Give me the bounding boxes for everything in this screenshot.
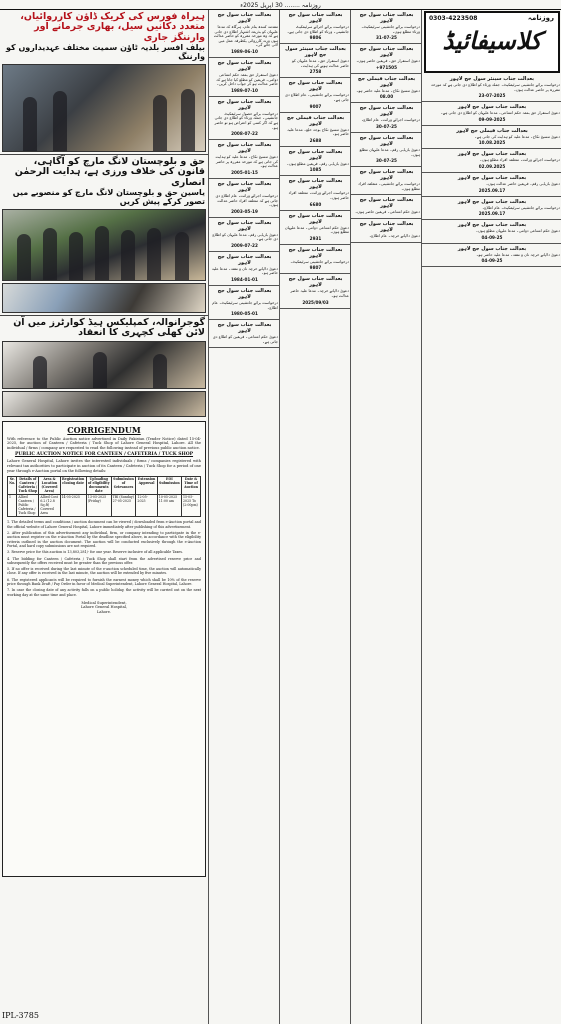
notice-date: 31-07-25 bbox=[376, 35, 397, 41]
notice-body: دعویٰ استقرار حق بمعہ حکم امتناعی دوامی۔ فریقین کو مطلع کیا جاتا ہے کہ حاضر عدالت ہو کر جواب داخل کریں۔ bbox=[216, 71, 278, 87]
notice-body: دعویٰ دلاپانے خرچہ۔ عام اطلاع۔ bbox=[369, 232, 420, 238]
auction-condition: 3. Reserve price for this auction is 13,803,281/- for one year. Reserve inclusive of all applicable Taxes. bbox=[7, 550, 184, 555]
notice-heading: بعدالت جناب سول جج لاہور bbox=[217, 59, 272, 72]
court-notice bbox=[280, 44, 351, 78]
notice-date: 08.00 bbox=[379, 94, 394, 100]
table-header-cell: Uploading of eligibility documents date bbox=[86, 477, 111, 495]
table-header-cell: Registration closing date bbox=[60, 477, 86, 495]
table-cell: Allied Cost 6.2 (12.8 Sq.ft) Covered Area bbox=[39, 495, 60, 517]
notice-body: دعویٰ بازیابی رقم۔ مدعا علیہان مطلع ہوں۔ bbox=[359, 146, 420, 157]
notice-heading: بعدالت جناب سول جج لاہور bbox=[288, 80, 343, 93]
notice-heading: بعدالت جناب سول جج لاہور bbox=[359, 134, 414, 147]
auction-condition: 6. The registered applicants will be required to furnish the earnest money which shall be 10% of the reserve price through Bank Draft / Pay Order in favor of Medical Superintendent, Lahore General Hospital, Lahore. bbox=[7, 577, 201, 586]
notice-body: دعویٰ استقرار حق۔ فریقین حاضر ہوں۔ bbox=[356, 58, 420, 64]
notice-date: 23-07-2025 bbox=[478, 93, 506, 99]
notice-body: دعویٰ دلاپانے خرچہ۔ مدعا علیہ حاضر عدالت ہو۔ bbox=[290, 288, 349, 298]
court-notice bbox=[422, 244, 561, 268]
notice-heading: بعدالت جناب فیملی جج لاہور bbox=[456, 127, 528, 134]
court-notice bbox=[280, 274, 351, 308]
court-notice bbox=[351, 167, 422, 195]
auction-condition: 7. In case the closing date of any activity falls on a public holiday, the activity will be carried out on the next working day at the same time and place. bbox=[7, 588, 201, 597]
court-notice bbox=[351, 219, 422, 243]
notice-body: دعویٰ استقرار حق بمعہ حکم امتناعی۔ مدعا علیہان کو اطلاع دی جاتی ہے۔ bbox=[440, 110, 560, 116]
notice-heading: بعدالت جناب سول جج لاہور bbox=[217, 253, 272, 266]
notice-date: 9807 bbox=[309, 265, 322, 271]
notice-body: درخواست برائے اجرائے سرٹیفکیٹ جانشینی۔ ورثاء کو اطلاع دی جاتی ہے۔ bbox=[287, 24, 349, 34]
table-cell: 1 bbox=[8, 495, 17, 517]
notice-body: دعویٰ حکم امتناعی۔ فریقین کو اطلاع دی جاتی ہے۔ bbox=[212, 334, 278, 344]
court-notice bbox=[280, 113, 351, 147]
court-notice bbox=[209, 320, 280, 348]
classified-column-1 bbox=[208, 10, 280, 1024]
classified-brand: روزنامہ bbox=[527, 14, 554, 22]
notice-date: 1085 bbox=[309, 167, 322, 173]
notice-date: 2025/09/03 bbox=[302, 299, 329, 305]
notice-body: دعویٰ تنسیخ نکاح۔ مدعا علیہ کو ہدایت کی جاتی ہے کہ مورخہ مقررہ پر حاضر عدالت ہو۔ bbox=[215, 154, 278, 169]
court-notice bbox=[209, 252, 280, 286]
notice-date: 02.09.2025 bbox=[478, 163, 506, 169]
notice-date: 6680 bbox=[309, 201, 322, 207]
notice-date: 2758 bbox=[309, 69, 322, 75]
notice-date: 1989-07-10 bbox=[231, 87, 258, 93]
notice-heading: بعدالت جناب سول جج لاہور bbox=[288, 246, 343, 259]
news-photo-rally bbox=[2, 209, 206, 281]
classified-title: کلاسیفائیڈ bbox=[442, 27, 542, 55]
subheadline-long-march: یاسین حق و بلوچستان لانگ مارچ کو منصوبے میں تصور کرکے پیش کریں bbox=[12, 188, 205, 207]
notice-body: دعویٰ حکم امتناعی دوامی۔ مدعا علیہان مطلع ہوں۔ bbox=[475, 228, 560, 234]
court-notice bbox=[209, 58, 280, 97]
corrigendum-intro: With reference to the Public Auction notice advertised in Daily Pakistan (Tender Notice) dated 15-04-2025, for auction of Canteen / Cafeteria / Tuck Shop of Lahore General Hospital, Lahore. All the individual / firms / company are requested to read the following instead of previous public auction notice. bbox=[7, 436, 201, 450]
news-photo-meeting bbox=[2, 341, 206, 389]
notice-heading: بعدالت جناب سول جج لاہور bbox=[288, 148, 343, 161]
classified-notices bbox=[422, 74, 561, 267]
table-cell: 10-05-2025 11:00 am bbox=[157, 495, 181, 517]
notice-date: 09-09-2025 bbox=[478, 116, 506, 122]
notice-date: 1984-01-01 bbox=[231, 277, 258, 283]
table-cell: 13-05-2025 (Friday) bbox=[86, 495, 111, 517]
notice-heading: بعدالت جناب سول جج لاہور bbox=[359, 220, 414, 233]
notice-body: دعویٰ دلاپانے خرچہ نان و نفقہ۔ مدعا علیہ حاضر ہو۔ bbox=[476, 251, 560, 257]
notice-body: درخواست اجرائے وراثت۔ عام اطلاع۔ bbox=[361, 117, 420, 123]
news-photo-officials bbox=[2, 391, 206, 417]
court-notice bbox=[422, 126, 561, 150]
notice-heading: بعدالت جناب سول جج لاہور bbox=[359, 12, 414, 24]
ipl-code: IPL-3785 bbox=[2, 1011, 39, 1020]
auction-table bbox=[7, 476, 201, 517]
signature-line: Lahore. bbox=[97, 609, 111, 614]
notice-date: 2688 bbox=[309, 137, 322, 143]
auction-condition: 2. After publication of this advertisement any individual, firm, or company intending to participate in the e-auction must register on the e-Auction Portal by the deadline specified above, in accordance with the eligibility criteria outlined in the auction document. The auction will be conducted exclusively through the e-Auction Portal, and hard copy submissions are not required. bbox=[7, 531, 201, 548]
table-header-cell: Details of Canteen / Cafeteria / Tuck Shop bbox=[17, 477, 39, 495]
auction-table-header bbox=[8, 477, 201, 495]
court-notice bbox=[422, 197, 561, 221]
notice-date: 2005-01-15 bbox=[231, 169, 258, 175]
news-column bbox=[0, 10, 208, 1024]
auction-condition: 1. The detailed terms and conditions / auction document can be viewed / downloaded from e-Auction portal and the official website of Lahore General Hospital, Lahore immediately after publishing of this advertisement. bbox=[7, 520, 201, 529]
court-notice bbox=[422, 173, 561, 197]
notice-heading: بعدالت جناب سول جج لاہور bbox=[457, 151, 527, 158]
corrigendum-notice bbox=[2, 421, 206, 877]
notice-heading: بعدالت جناب سینئر سول جج لاہور bbox=[449, 76, 535, 82]
notice-heading: بعدالت جناب سول جج لاہور bbox=[457, 222, 527, 229]
notice-date: 2931 bbox=[309, 235, 322, 241]
court-notice bbox=[422, 220, 561, 244]
table-header-cell: EOI Submission bbox=[157, 477, 181, 495]
headline-crackdown: ہیراہ فورس کی کریک ڈاؤن کارروائیاں، متعدد دکانیں سیل، بھاری جرمانے اور وارننگز جاری bbox=[20, 11, 205, 43]
table-cell: 14-05-2025 bbox=[60, 495, 86, 517]
court-notice bbox=[351, 103, 422, 133]
notice-heading: بعدالت جناب سول جج لاہور bbox=[359, 169, 414, 182]
notice-heading: بعدالت جناب سول جج لاہور bbox=[457, 245, 527, 252]
notice-heading: بعدالت جناب سول جج لاہور bbox=[217, 288, 272, 301]
court-notice bbox=[280, 211, 351, 245]
notice-heading: بعدالت جناب سول جج لاہور bbox=[217, 142, 272, 155]
table-cell: Allied Canteen / Public Cafeteria / Tuck Shop bbox=[17, 495, 39, 517]
court-notice bbox=[351, 195, 422, 219]
masthead-date-line bbox=[0, 0, 561, 10]
court-notice bbox=[209, 140, 280, 179]
signature-line: Medical Superintendent, bbox=[81, 600, 127, 605]
notice-body: درخواست اجرائے وراثت۔ متعلقہ افراد حاضر ہوں۔ bbox=[288, 190, 349, 200]
table-cell: TBI (Sunday) 27-05-2025 bbox=[111, 495, 136, 517]
notice-date: 9007 bbox=[309, 103, 322, 109]
court-notice bbox=[209, 218, 280, 252]
classified-masthead bbox=[424, 11, 560, 73]
notice-heading: بعدالت جناب سول جج لاہور bbox=[359, 197, 414, 210]
classified-column-4 bbox=[421, 10, 561, 1024]
auction-intro: Lahore General Hospital, Lahore invites the interested individuals / firms / companies registered with relevant tax authorities to participate in auction of its Canteen / Cafeteria / Tuck Shop for a period of one year through e-Auction portal on the following details: bbox=[7, 459, 201, 473]
notice-body: درخواست اجرائے وراثت۔ متعلقہ افراد مطلع ہوں۔ bbox=[479, 157, 560, 163]
notice-body: درخواست برائے جانشینی۔ متعلقہ افراد مطلع ہوں۔ bbox=[358, 181, 420, 191]
notice-date: 2008-07-22 bbox=[231, 131, 258, 137]
notice-date: 1989-06-10 bbox=[231, 48, 258, 54]
subheadline-warning: بیلف افسر بلدیہ ٹاؤن سمیت مختلف عہدیداروں کو وارننگ bbox=[5, 43, 205, 62]
notice-body: درخواست برائے جانشینی سرٹیفکیٹ۔ ورثاء مطلع ہوں۔ bbox=[361, 24, 420, 34]
signature-block bbox=[7, 601, 201, 614]
notice-body: درخواست برائے جانشینی سرٹیفکیٹ۔ bbox=[290, 258, 349, 264]
notice-heading: بعدالت جناب سول جج لاہور bbox=[217, 98, 272, 111]
notice-heading: بعدالت جناب سول جج لاہور bbox=[217, 180, 272, 193]
court-notice bbox=[209, 97, 280, 140]
classified-phone: 0303-4223508 bbox=[429, 15, 478, 22]
notice-body: درخواست برائے جانشینی سرٹیفکیٹ۔ عام اطلاع۔ bbox=[482, 204, 560, 210]
notice-heading: بعدالت جناب سول جج لاہور bbox=[457, 104, 527, 111]
notice-body: دعویٰ بازیابی رقم۔ مدعا علیہان کو اطلاع دی جاتی ہے۔ bbox=[212, 231, 278, 242]
date-line: روزنامہ ........ 30 اپریل 2025ء bbox=[240, 1, 321, 9]
notice-date: 2003-05-19 bbox=[231, 208, 258, 214]
notice-date: 10.08.2025 bbox=[478, 140, 506, 146]
notice-body: دعویٰ بازیابی رقم۔ فریقین حاضر عدالت ہوں۔ bbox=[485, 180, 560, 186]
notice-date: 1980-05-01 bbox=[231, 311, 258, 317]
court-notice bbox=[422, 149, 561, 173]
court-notice bbox=[280, 245, 351, 275]
notice-heading: بعدالت جناب سول جج لاہور bbox=[288, 12, 343, 24]
auction-table-row bbox=[8, 495, 201, 517]
notice-body: دعویٰ تنسیخ نکاح۔ مدعا علیہ کو ہدایت کی جاتی ہے۔ bbox=[474, 133, 560, 139]
notice-date: 30-07-25 bbox=[376, 158, 397, 164]
table-cell: 12-05-2025 bbox=[136, 495, 157, 517]
court-notice bbox=[209, 179, 280, 218]
court-notice bbox=[209, 10, 280, 58]
court-notice bbox=[351, 10, 422, 44]
notice-body: درخواست برائے جانشینی سرٹیفکیٹ۔ عام اطلاع۔ bbox=[212, 300, 278, 310]
notice-heading: بعدالت جناب سول جج لاہور bbox=[457, 198, 527, 205]
table-header-cell: Date & Time of Auction bbox=[182, 477, 201, 495]
table-header-cell: Area & Location (Covered Area) bbox=[39, 477, 60, 495]
notice-heading: بعدالت جناب سول جج لاہور bbox=[359, 105, 414, 118]
notice-heading: بعدالت جناب سول جج لاہور bbox=[217, 219, 272, 232]
notice-heading: بعدالت جناب سول جج لاہور bbox=[457, 174, 527, 181]
notice-heading: بعدالت جناب سول جج لاہور bbox=[359, 46, 414, 59]
notice-heading: بعدالت جناب سینئر سول جج لاہور bbox=[285, 46, 346, 59]
notice-date: 04-09-25 bbox=[481, 258, 503, 264]
corrigendum-title: CORRIGENDUM bbox=[67, 424, 141, 435]
notice-body: دعویٰ استقرار حق۔ مدعا علیہان کو حاضر عدالت ہونے کی ہدایت۔ bbox=[291, 58, 349, 68]
notice-body: درخواست برائے حصول سرٹیفکیٹ جانشینی۔ جملہ ورثاء کو اطلاع دی جاتی ہے کہ اگر کسی کو اعتراض ہو تو حاضر ہو۔ bbox=[214, 110, 278, 130]
notice-date: 2025.09.17 bbox=[478, 187, 506, 193]
table-header-cell: Submission of Grievances bbox=[111, 477, 136, 495]
notice-body: درخواست اجرائے وراثت۔ عام اطلاع دی جاتی ہے کہ متعلقہ افراد حاضر عدالت ہوں۔ bbox=[215, 192, 278, 208]
court-notice bbox=[280, 176, 351, 210]
notice-heading: بعدالت جناب سول جج لاہور bbox=[217, 12, 272, 24]
notice-heading: بعدالت جناب فیملی جج لاہور bbox=[286, 114, 345, 127]
court-notice bbox=[280, 147, 351, 177]
notice-body: دعویٰ تنسیخ نکاح بوجہ خلع۔ مدعا علیہ حاضر ہو۔ bbox=[287, 126, 349, 137]
notice-date: 04-09-25 bbox=[481, 234, 503, 240]
notice-heading: بعدالت جناب سول جج لاہور bbox=[217, 322, 272, 335]
notice-body: دعویٰ حکم امتناعی۔ فریقین حاضر ہوں۔ bbox=[354, 209, 420, 215]
news-photo-protest bbox=[2, 283, 206, 313]
notice-body: درخواست برائے جانشینی۔ عام اطلاع دی جاتی ہے۔ bbox=[285, 92, 349, 102]
notice-body: دعویٰ تنسیخ نکاح۔ مدعا علیہ حاضر ہو۔ bbox=[356, 87, 420, 93]
auction-condition: 4. The bidding for Canteen / Cafeteria / Tuck Shop shall start from the advertised reserve price and subsequently the offers received must be greater than the previous offer. bbox=[7, 556, 201, 565]
notice-date: +971505 bbox=[376, 64, 397, 70]
court-notice bbox=[351, 74, 422, 104]
notice-date: 30-07-25 bbox=[376, 123, 397, 129]
auction-heading: PUBLIC AUCTION NOTICE FOR CANTEEN / CAFETERIA / TUCK SHOP bbox=[14, 452, 194, 458]
table-header-cell: Sr. No. bbox=[8, 477, 17, 495]
auction-condition: 5. If no offer is received during the last minute of the e-auction scheduled time, the auction will automatically close. If any offer is received in the last minute, the auction will be extended by five minutes. bbox=[7, 567, 201, 576]
notice-body: مقدمہ کنندہ بنام عام۔ ہرگاہ کہ مدعا علیہان کو بذریعہ اشتہار اطلاع دی جاتی ہے کہ وہ مورخہ مقررہ کو حاضر عدالت ہوں ورنہ کارروائی یکطرفہ عمل میں لائی جائے گی۔ bbox=[213, 24, 278, 48]
headline-long-march: حق و بلوچستان لانگ مارچ کو آگاہی، قانون کی خلاف ورزی ہے، ہدایت الرحمٰن انصاری bbox=[14, 155, 205, 188]
notice-heading: بعدالت جناب سول جج لاہور bbox=[288, 276, 343, 289]
headline-open-court: گوجرانوالہ، کمپلیکس ہیڈ کوارٹرز میں آن لائن کھلی کچہری کا انعقاد bbox=[13, 316, 205, 339]
notice-date: 9806 bbox=[309, 35, 322, 41]
court-notice bbox=[280, 78, 351, 112]
notice-heading: بعدالت جناب سول جج لاہور bbox=[288, 178, 343, 191]
classified-column-3 bbox=[350, 10, 422, 1024]
notice-heading: بعدالت جناب سول جج لاہور bbox=[288, 212, 343, 225]
notice-date: 2025.09.17 bbox=[478, 211, 506, 217]
signature-line: Lahore General Hospital, bbox=[80, 605, 128, 610]
notice-body: دعویٰ حکم امتناعی دوامی۔ مدعا علیہان مطلع ہوں۔ bbox=[284, 224, 349, 235]
news-photo-market bbox=[2, 64, 206, 152]
court-notice bbox=[351, 44, 422, 74]
table-cell: 15-05-2025 To (2:00pm) bbox=[182, 495, 201, 517]
notice-body: درخواست برائے جانشینی سرٹیفکیٹ۔ جملہ ورثاء کو اطلاع دی جاتی ہے کہ مورخہ مقررہ پر حاضر عدالت ہوں۔ bbox=[430, 82, 560, 92]
classified-column-2 bbox=[279, 10, 351, 1024]
court-notice bbox=[422, 74, 561, 102]
notice-heading: بعدالت جناب فیملی جج لاہور bbox=[357, 75, 416, 88]
table-header-cell: Extension Approval bbox=[136, 477, 157, 495]
court-notice bbox=[422, 102, 561, 126]
notice-body: دعویٰ دلاپانے خرچہ نان و نفقہ۔ مدعا علیہ حاضر ہو۔ bbox=[211, 265, 278, 276]
court-notice bbox=[209, 286, 280, 320]
notice-date: 2009-07-22 bbox=[231, 242, 258, 248]
auction-conditions bbox=[7, 520, 201, 596]
court-notice bbox=[280, 10, 351, 44]
court-notice bbox=[351, 133, 422, 167]
notice-body: دعویٰ بازیابی رقم۔ فریقین مطلع ہوں۔ bbox=[286, 160, 349, 166]
